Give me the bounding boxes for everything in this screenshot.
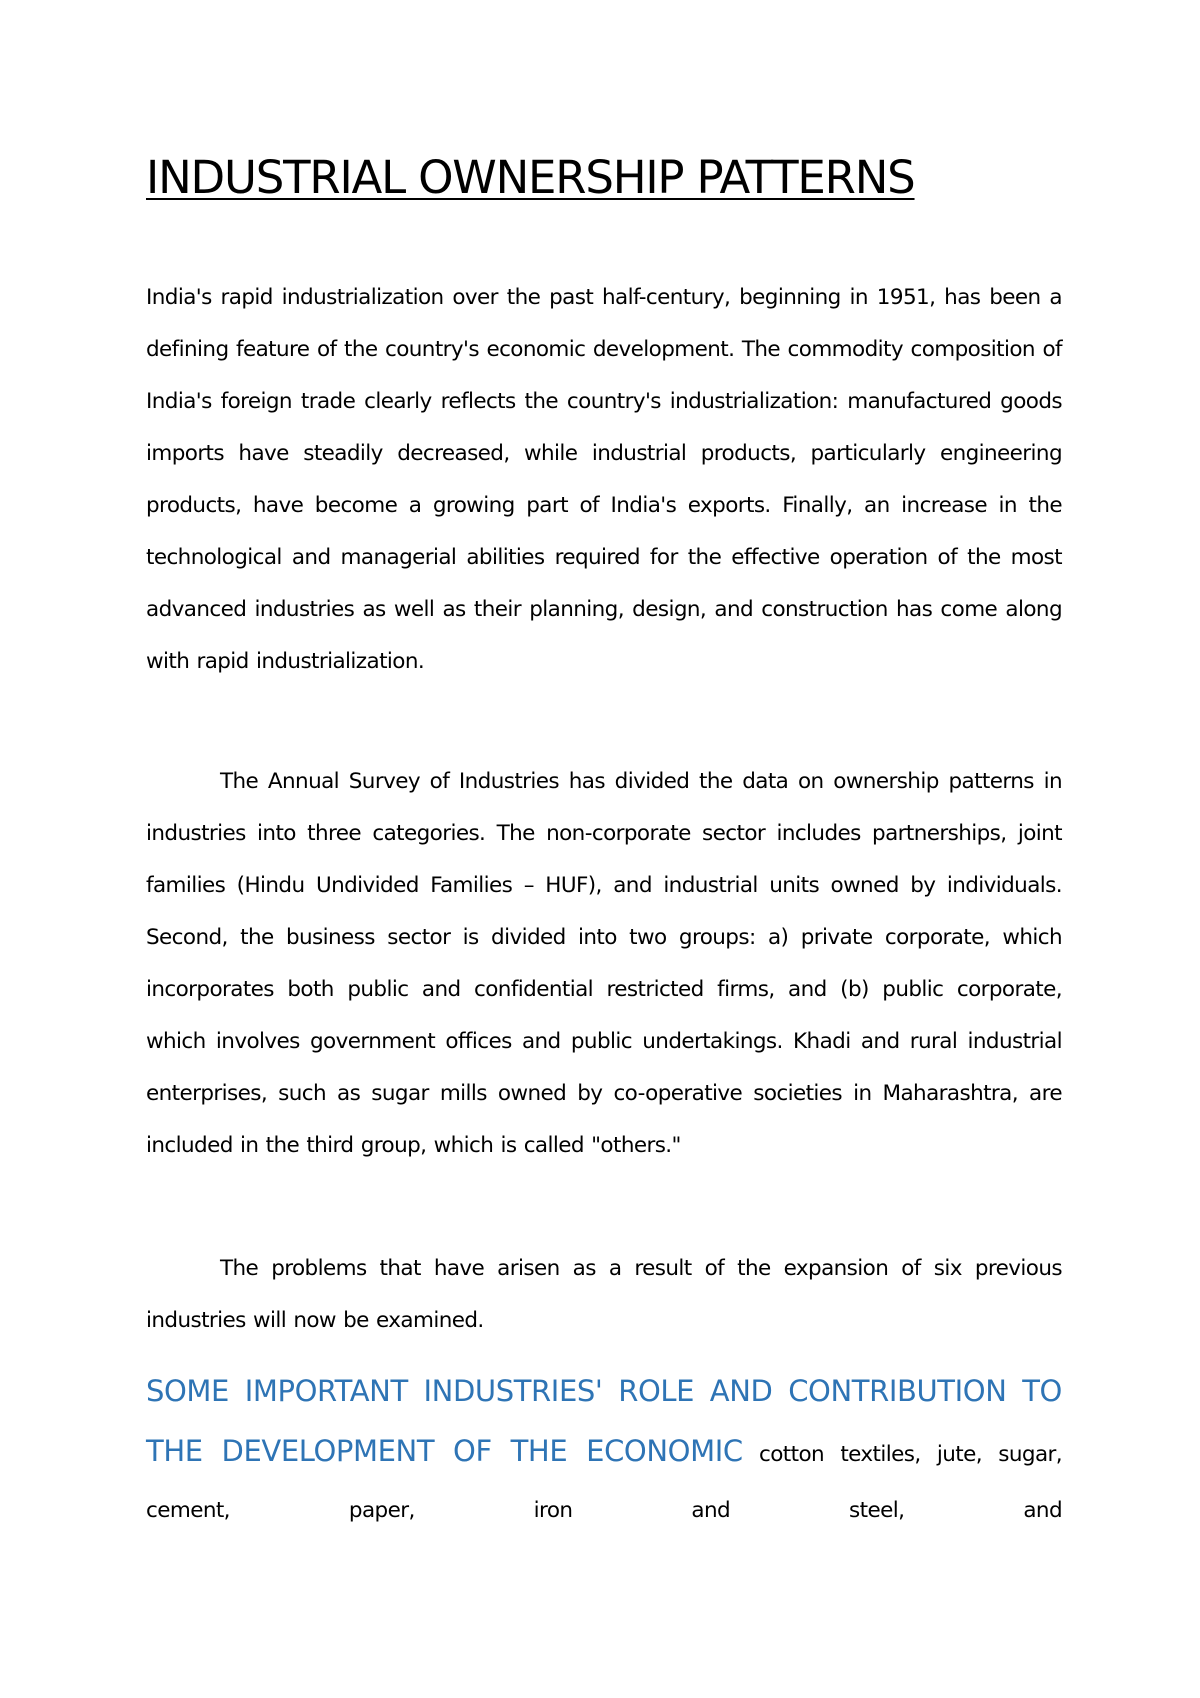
section-heading: SOME IMPORTANT INDUSTRIES' ROLE AND CONTRIBUTION TO THE DEVELOPMENT OF THE ECONOMIC <box>146 1374 1062 1468</box>
document-title <box>146 150 1046 206</box>
paragraph-industrialization: India's rapid industrialization over the past half-century, beginning in 1951, has been a defining feature of the country's economic development. The commodity composition of India's foreign trade clearly reflects the country's industrialization: manufactured goods imports have steadily decreased, while industrial products, particularly engineering products, have become a growing part of India's exports. Finally, an increase in the technological and managerial abilities required for the effective operation of the most advanced industries as well as their planning, design, and construction has come along with rapid industrialization. <box>146 285 1062 674</box>
paragraph-annual-survey: The Annual Survey of Industries has divided the data on ownership patterns in industries into three categories. The non-corporate sector includes partnerships, joint families (Hindu Undivided Families – HUF), and industrial units owned by individuals. Second, the business sector is divided into two groups: a) private corporate, which incorporates both public and confidential restricted firms, and (b) public corporate, which involves government offices and public undertakings. Khadi and rural industrial enterprises, such as sugar mills owned by co-operative societies in Maharashtra, are included in the third group, which is called "others." <box>146 769 1062 1158</box>
section-paragraph <box>146 1363 1062 1539</box>
document-title-text: INDUSTRIAL OWNERSHIP PATTERNS <box>146 151 915 204</box>
paragraph-problems: The problems that have arisen as a result of the expansion of six previous industries will now be examined. <box>146 1256 1062 1333</box>
section-text: cotton textiles, jute, sugar, cement, paper, iron and steel, and <box>146 1442 1062 1523</box>
